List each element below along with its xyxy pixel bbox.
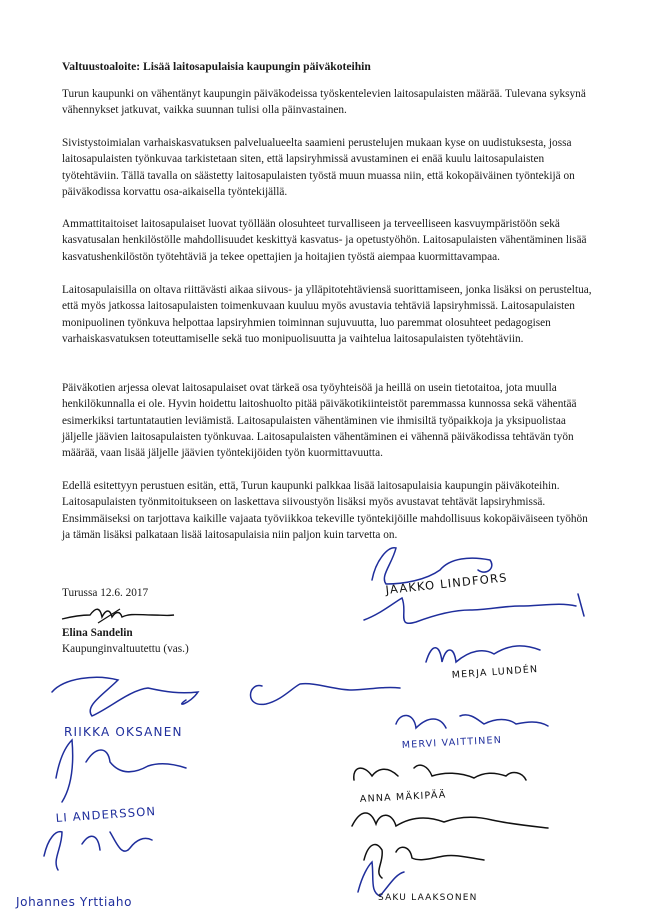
- paragraph-2: Sivistystoimialan varhaiskasvatuksen palvelualueelta saamieni perustelujen mukaan kyse on uudistuksesta, jossa laitosapulaisten työnkuvaa tarkistetaan siten, että lapsiryhmissä avustaminen ei enää kuulu laitosapulaisten työtehtäviin. Tällä tavalla on säästetty laitosapulaisten työstä muun muassa niin, että kokopäiväinen työntekijä on päiväkodissa korvattu osa-aikaisella työntekijällä.: [62, 137, 575, 198]
- signatures-area: [0, 540, 650, 918]
- signature-karttunen: [352, 813, 548, 828]
- signature-laaksonen: [358, 862, 404, 896]
- signature-pijo: [364, 845, 484, 878]
- place-date: Turussa 12.6. 2017: [62, 587, 149, 599]
- signature-lunden: [426, 646, 540, 662]
- printed-name-oksanen: RIIKKA OKSANEN: [64, 725, 183, 739]
- signature-andersson: [56, 740, 186, 802]
- signature-vaittinen: [396, 715, 548, 728]
- author-role: Kaupunginvaltuutettu (vas.): [62, 643, 189, 655]
- printed-name-laaksonen: SAKU LAAKSONEN: [378, 893, 478, 903]
- paragraph-6: Edellä esitettyyn perustuen esitän, että, Turun kaupunki palkkaa lisää laitosapulaisia kaupungin päiväkoteihin. Laitosapulaisten työnmitoitukseen on laskettava siivoustyön lisäksi myös avustavat tehtävät lapsiryhmissä. Ensimmäiseksi on tarjottava kaikille vajaata työviikkoa tekeville työntekijöille mahdollisuus kokopäiväiseen työhön ja tämän lisäksi palkataan lisää laitosapulaisia niin paljon kuin tarvetta on.: [62, 480, 588, 541]
- signature-center: [251, 684, 401, 705]
- document-title: Valtuustoaloite: Lisää laitosapulaisia kaupungin päiväkoteihin: [62, 60, 371, 73]
- paragraph-4: Laitosapulaisilla on oltava riittävästi aikaa siivous- ja ylläpitotehtäviensä suorittamiseen, jonka lisäksi on perusteltua, että myös jatkossa laitosapulaisten toimenkuvaan kuuluu myös avustavia tehtäviä lapsiryhmissä. Laitosapulaisten monipuolinen työnkuva helpottaa lapsiryhmien toiminnan sujuvuutta, luo paremmat olosuhteet pedagogisen varhaiskasvatuksen toteuttamiselle sekä tuo monipuolisuutta ja vaihtelua laitosapulaisten työtehtäviin.: [62, 284, 592, 345]
- signature-oksanen: [52, 677, 198, 716]
- paragraph-1: Turun kaupunki on vähentänyt kaupungin päiväkodeissa työskentelevien laitosapulaisten määrää. Tulevana syksynä vähennykset jatkuvat, vaikka suunnan tulisi olla päinvastainen.: [62, 88, 586, 117]
- signature-makipaa: [354, 765, 526, 780]
- author-name: Elina Sandelin: [62, 627, 133, 639]
- printed-name-yrttiaho: Johannes Yrttiaho: [16, 895, 133, 909]
- signature-yrttiaho: [44, 832, 152, 870]
- printed-name-vaittinen: MERVI VAITTINEN: [401, 734, 503, 751]
- paragraph-3: Ammattitaitoiset laitosapulaiset luovat työllään olosuhteet turvalliseen ja terveelliseen kasvuympäristöön sekä kasvatusalan henkilöstölle mahdollisuudet keskittyä kasvatus- ja opetustyöhön. Laitosapulaisten vähentäminen lisää kasvatushenkilöstön työtehtäviä ja tekee opettajien ja hoitajien työstä aiempaa kuormittavampaa.: [62, 218, 587, 263]
- paragraph-5: Päiväkotien arjessa olevat laitosapulaiset ovat tärkeä osa työyhteisöä ja heillä on usein tietotaitoa, jota muulla henkilökunnalla ei ole. Hyvin hoidettu laitoshuolto pitää päiväkotikiinteistöt paremmassa kunnossa sekä vähentää esimerkiksi tartuntatautien leviämistä. Laitosapulaisten vähentäminen vie ihmisiltä työpaikkoja ja yksipuolistaa jäljelle jäävien laitosapulaisten työnkuvaa. Laitosapulaisten vähentäminen ei vähennä päiväkodissa tehtävän työn määrää, vaan lisää jäljelle jäävien työntekijöiden työn kuormittavuutta.: [62, 382, 577, 460]
- printed-name-lunden: MERJA LUNDÉN: [451, 663, 539, 681]
- printed-name-makipaa: ANNA MÄKIPÄÄ: [359, 789, 447, 805]
- printed-name-andersson: LI ANDERSSON: [55, 804, 157, 825]
- signature-second-right: [364, 594, 584, 623]
- printed-name-lindfors: JAAKKO LINDFORS: [384, 570, 509, 597]
